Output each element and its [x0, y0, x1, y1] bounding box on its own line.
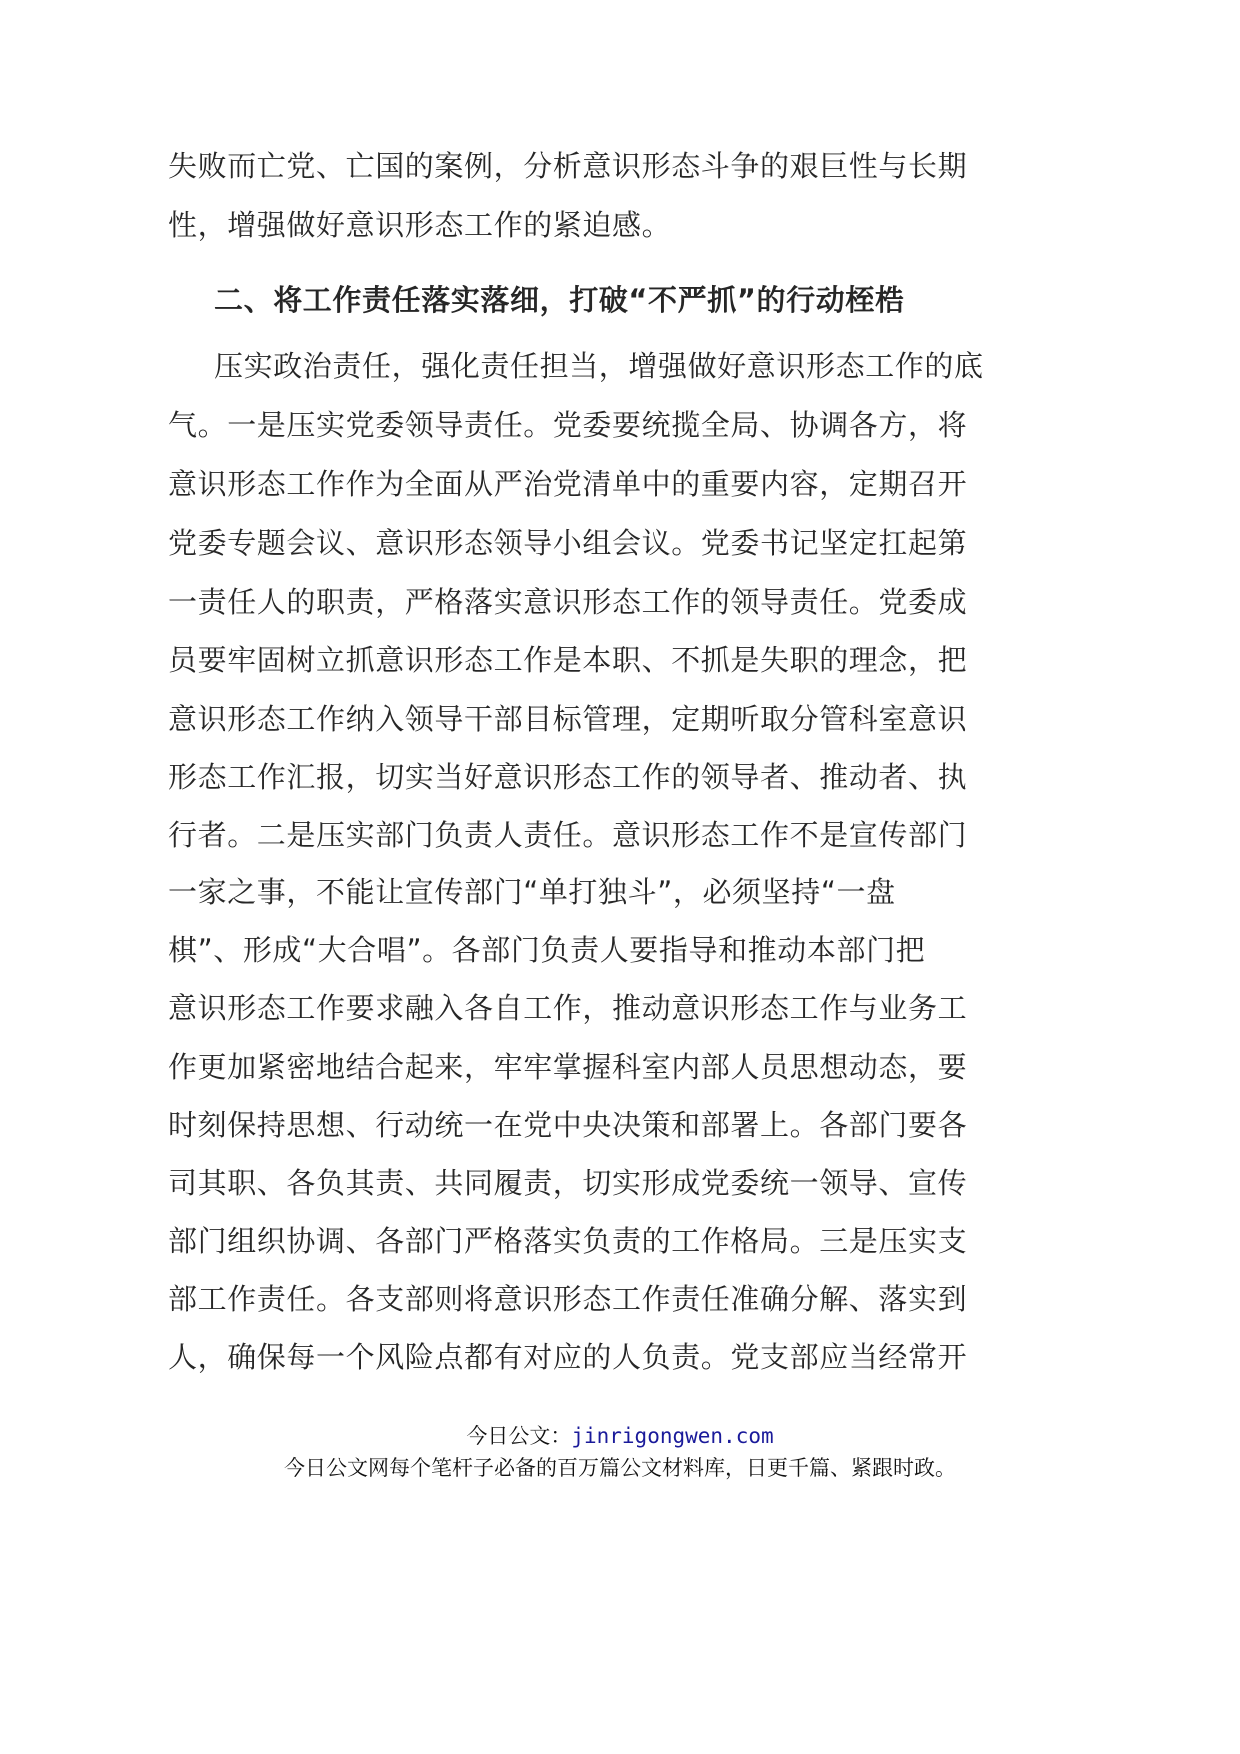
text-line: 人，确保每一个风险点都有对应的人负责。党支部应当经常开 — [168, 1340, 968, 1374]
text-line: 部工作责任。各支部则将意识形态工作责任准确分解、落实到 — [168, 1282, 968, 1316]
text-line: 作更加紧密地结合起来，牢牢掌握科室内部人员思想动态，要 — [168, 1050, 968, 1084]
section-heading-text: 二、将工作责任落实落细，打破“不严抓”的行动桎梏 — [214, 283, 905, 317]
footer-site-url[interactable]: jinrigongwen.com — [571, 1424, 774, 1448]
text-line: 部门组织协调、各部门严格落实负责的工作格局。三是压实支 — [168, 1224, 968, 1258]
text-line: 气。一是压实党委领导责任。党委要统揽全局、协调各方，将 — [168, 408, 968, 442]
text-line: 棋”、形成“大合唱”。各部门负责人要指导和推动本部门把 — [168, 933, 926, 967]
text-line: 意识形态工作要求融入各自工作，推动意识形态工作与业务工 — [168, 991, 968, 1025]
text-line: 时刻保持思想、行动统一在党中央决策和部署上。各部门要各 — [168, 1108, 968, 1142]
text-line: 形态工作汇报，切实当好意识形态工作的领导者、推动者、执 — [168, 760, 968, 794]
footer-site-label: 今日公文： — [466, 1424, 572, 1448]
footer-slogan: 今日公文网每个笔杆子必备的百万篇公文材料库，日更千篇、紧跟时政。 — [284, 1456, 956, 1480]
footer-site-line — [0, 1420, 1240, 1450]
text-line: 一责任人的职责，严格落实意识形态工作的领导责任。党委成 — [168, 585, 968, 619]
text-line: 员要牢固树立抓意识形态工作是本职、不抓是失职的理念，把 — [168, 643, 968, 677]
text-line: 司其职、各负其责、共同履责，切实形成党委统一领导、宣传 — [168, 1166, 968, 1200]
text-line: 失败而亡党、亡国的案例，分析意识形态斗争的艰巨性与长期 — [168, 149, 968, 183]
text-line: 意识形态工作作为全面从严治党清单中的重要内容，定期召开 — [168, 467, 968, 501]
text-line: 党委专题会议、意识形态领导小组会议。党委书记坚定扛起第 — [168, 526, 968, 560]
text-line: 性，增强做好意识形态工作的紧迫感。 — [168, 208, 672, 242]
text-line: 一家之事，不能让宣传部门“单打独斗”，必须坚持“一盘 — [168, 875, 896, 909]
text-line: 意识形态工作纳入领导干部目标管理，定期听取分管科室意识 — [168, 702, 968, 736]
text-line: 行者。二是压实部门负责人责任。意识形态工作不是宣传部门 — [168, 818, 968, 852]
text-line: 压实政治责任，强化责任担当，增强做好意识形态工作的底 — [214, 349, 984, 383]
